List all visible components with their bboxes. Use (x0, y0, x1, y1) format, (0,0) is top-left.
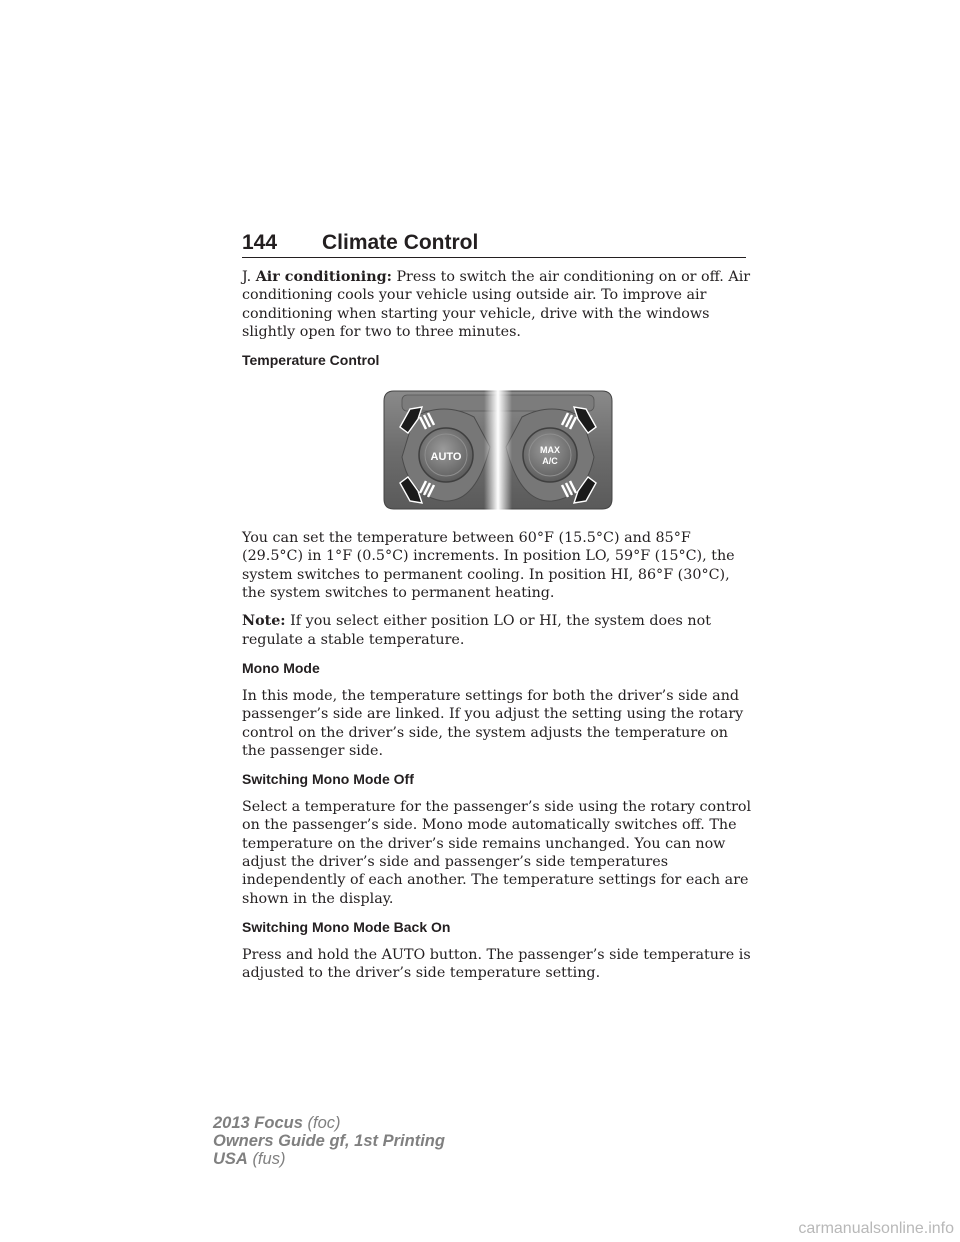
climate-control-illustration (380, 387, 616, 515)
item-term: Air conditioning: (255, 269, 392, 285)
watermark: carmanualsonline.info (798, 1220, 954, 1237)
split-line (484, 387, 512, 515)
footer-model: 2013 Focus (213, 1114, 303, 1132)
item-letter: J. (242, 269, 252, 285)
footer-line-2 (213, 1132, 445, 1150)
item-text: Press to switch the air conditioning on or off. Air conditioning cools your vehicle using outside air. To improve air conditioning when starting your vehicle, drive with the windows slightly open for two to three minutes. (242, 269, 751, 340)
footer-market: USA (213, 1150, 248, 1168)
footer-market-code: (fus) (252, 1150, 286, 1168)
page-header (242, 229, 746, 258)
print-footer (213, 1114, 445, 1168)
mono-on-heading: Switching Mono Mode Back On (242, 918, 451, 935)
mono-on-text: Press and hold the AUTO button. The passenger’s side temperature is adjusted to the driver’s side temperature setting. (242, 946, 751, 982)
note-label: Note: (242, 613, 286, 630)
footer-model-code: (foc) (307, 1114, 341, 1132)
temperature-range-text: You can set the temperature between 60°F (15.5°C) and 85°F (29.5°C) in 1°F (0.5°C) increments. In position LO, 59°F (15°C), the system switches to permanent cooling. In position HI, 86°F (30°C), the system switches to permanent heating. (242, 530, 735, 602)
footer-guide: Owners Guide gf, 1st Printing (213, 1132, 445, 1150)
mono-off-heading: Switching Mono Mode Off (242, 771, 414, 788)
max-ac-knob (523, 428, 577, 482)
temperature-control-heading: Temperature Control (242, 352, 380, 369)
footer-line-3 (213, 1150, 445, 1168)
page-number: 144 (242, 231, 278, 254)
page-title: Climate Control (322, 231, 479, 254)
note-text: If you select either position LO or HI, the system does not regulate a stable temperature. (242, 613, 711, 648)
temperature-note (242, 612, 752, 649)
mono-mode-text: In this mode, the temperature settings for both the driver’s side and passenger’s side are linked. If you adjust the setting using the rotary control on the driver’s side, the system adjusts the temperature on the passenger side. (242, 687, 744, 759)
mono-mode-heading: Mono Mode (242, 659, 320, 676)
ac-label: A/C (542, 456, 558, 467)
footer-line-1 (213, 1114, 445, 1132)
auto-label: AUTO (430, 451, 462, 464)
mono-off-text: Select a temperature for the passenger’s side using the rotary control on the passenger’s side. Mono mode automatically switches off. The temperature on the driver’s side remains unchanged. You can now adjust the driver’s side and passenger’s side temperatures independently of each another. The temperature settings for each are shown in the display. (242, 799, 752, 907)
item-j-paragraph (242, 268, 752, 341)
page-content (242, 268, 752, 993)
max-label: MAX (540, 445, 560, 456)
